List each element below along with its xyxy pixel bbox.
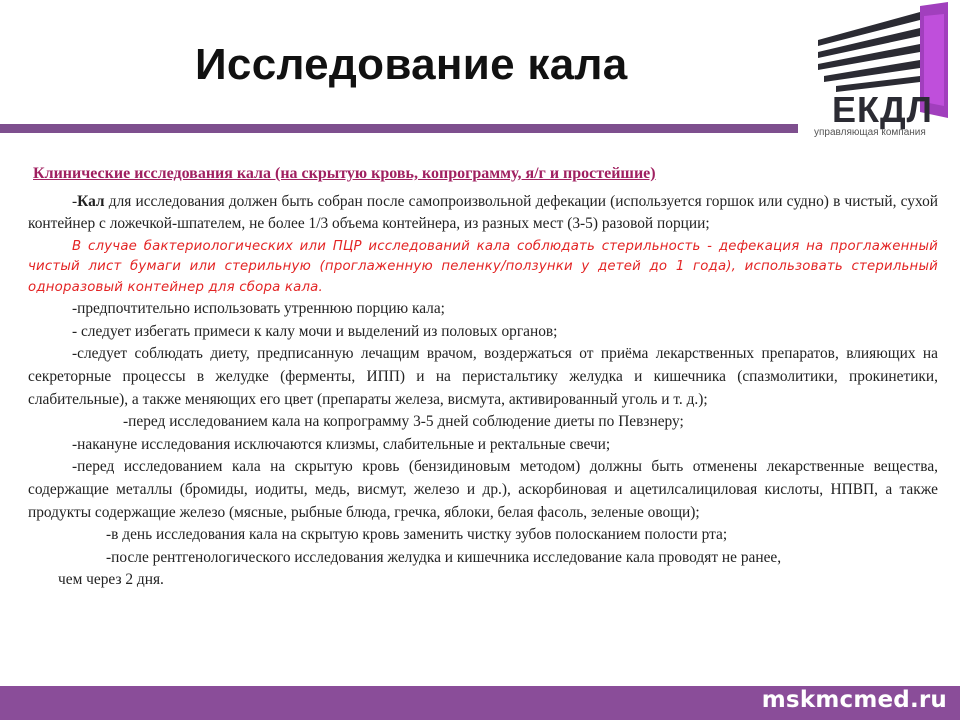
list-item-last-continuation: чем через 2 дня. — [58, 571, 164, 589]
list-item: - следует избегать примеси к калу мочи и выделений из половых органов; — [72, 322, 558, 340]
footer-bar — [0, 686, 960, 720]
footer-site-link[interactable]: mskmcmed.ru — [761, 687, 947, 713]
intro-paragraph — [28, 191, 938, 236]
main-content — [28, 163, 938, 592]
intro-bold-word: Кал — [77, 192, 105, 210]
list-item: -предпочтительно использовать утреннюю порцию кала; — [72, 300, 445, 318]
svg-text:ЕКДЛ: ЕКДЛ — [832, 89, 933, 130]
list-item-last — [28, 547, 938, 570]
sterility-note: В случае бактериологических или ПЦР исследований кала соблюдать стерильность - дефекация на проглаженный чистый лист бумаги или стерильную (проглаженную пеленку/ползунки у детей до 1 года), использовать стерильный одноразовый контейнер для сбора кала. — [28, 238, 938, 295]
intro-text: для исследования должен быть собран после самопроизвольной дефекации (используется горшок или судно) в чистый, сухой контейнер с ложечкой-шпателем, не более 1/3 объема контейнера, из разных мест (3-5) разовой порции; — [28, 192, 938, 233]
list-item: -накануне исследования исключаются клизмы, слабительные и ректальные свечи; — [72, 435, 611, 453]
intro-dash: - — [72, 192, 78, 210]
page-title: Исследование кала — [195, 40, 628, 89]
list-item: -в день исследования кала на скрытую кровь заменить чистку зубов полосканием полости рта; — [106, 526, 728, 544]
title-divider — [0, 124, 798, 133]
list-item: -следует соблюдать диету, предписанную лечащим врачом, воздержаться от приёма лекарственных препаратов, влияющих на секреторные процессы в желудке (ферменты, ИПП) и на перистальтику желудка и кишечника (спазмолитики, прокинетики, слабительные), а также меняющих его цвет (препараты железа, висмута, активированный уголь и т. д.); — [28, 345, 938, 408]
logo-caption: управляющая компания — [814, 127, 926, 138]
last-item-text: -после рентгенологического исследования желудка и кишечника исследование кала проводят не ранее, — [106, 548, 782, 566]
list-item: -перед исследованием кала на скрытую кровь (бензидиновым методом) должны быть отменены лекарственные вещества, содержащие металлы (бромиды, иодиты, медь, висмут, железо и др.), аскорбиновая и ацетилсалициловая кислоты, НПВП, а также продукты содержащие железо (мясные, рыбные блюда, гречка, яблоки, белая фасоль, зеленые овощи); — [28, 458, 938, 521]
list-item: -перед исследованием кала на копрограмму 3-5 дней соблюдение диеты по Певзнеру; — [123, 413, 684, 431]
section-subheading: Клинические исследования кала (на скрытую кровь, копрограмму, я/г и простейшие) — [33, 165, 656, 182]
